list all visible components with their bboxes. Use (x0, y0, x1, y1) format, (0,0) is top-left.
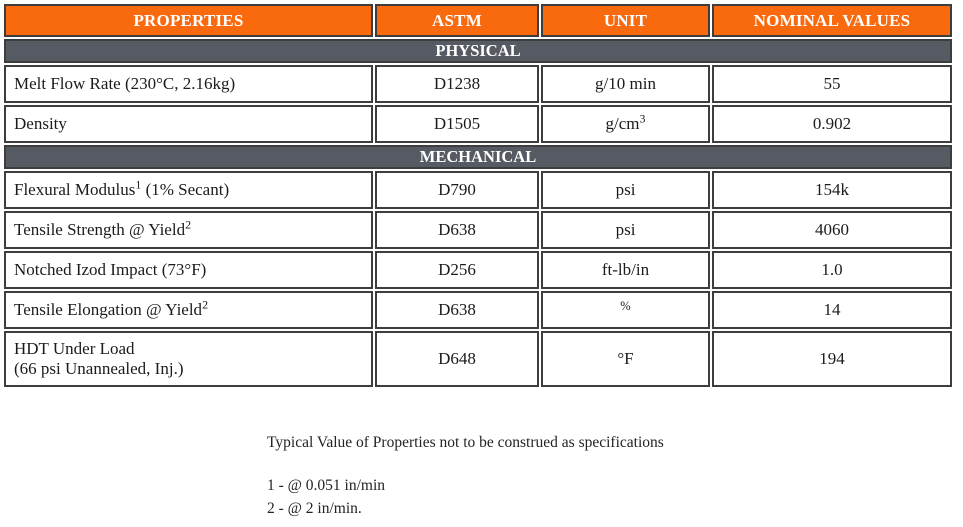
property-label: Notched Izod Impact (73°F) (14, 260, 207, 279)
value-cell: 14 (712, 291, 952, 329)
unit-cell (541, 171, 710, 209)
footnote-2: 2 - @ 2 in/min. (267, 500, 362, 517)
property-cell (4, 105, 373, 143)
table-row-melt-flow-rate (4, 65, 952, 103)
unit-label: °F (617, 349, 634, 368)
section-row-mechanical (4, 145, 952, 169)
value-cell: 0.902 (712, 105, 952, 143)
table-row-notched-izod (4, 251, 952, 289)
property-label: Melt Flow Rate (230°C, 2.16kg) (14, 74, 236, 93)
col-header-unit: UNIT (541, 4, 710, 37)
col-header-properties: PROPERTIES (4, 4, 373, 37)
properties-table (2, 2, 954, 389)
table-row-tensile-elongation (4, 291, 952, 329)
property-footnote-ref: 2 (202, 297, 209, 312)
disclaimer-text: Typical Value of Properties not to be construed as specifications (267, 434, 664, 451)
property-cell (4, 251, 373, 289)
footnote-1: 1 - @ 0.051 in/min (267, 477, 386, 494)
value-cell: 55 (712, 65, 952, 103)
unit-label: psi (615, 180, 636, 199)
property-label: Density (14, 114, 67, 133)
property-label: Tensile Elongation @ Yield (14, 300, 203, 319)
property-label: HDT Under Load (14, 339, 135, 358)
astm-cell: D256 (375, 251, 539, 289)
value-cell: 194 (712, 331, 952, 387)
unit-cell (541, 211, 710, 249)
unit-cell (541, 291, 710, 329)
property-label: Flexural Modulus (14, 180, 136, 199)
unit-label: g/cm (605, 114, 640, 133)
unit-label: g/10 min (595, 74, 656, 93)
unit-cell (541, 105, 710, 143)
astm-cell: D648 (375, 331, 539, 387)
astm-cell: D638 (375, 211, 539, 249)
property-footnote-ref: 2 (185, 217, 192, 232)
property-label: Tensile Strength @ Yield (14, 220, 186, 239)
table-row-density (4, 105, 952, 143)
section-title-physical: PHYSICAL (4, 39, 952, 63)
property-footnote-ref: 1 (135, 177, 142, 192)
property-cell (4, 331, 373, 387)
table-row-hdt-under-load (4, 331, 952, 387)
unit-cell (541, 65, 710, 103)
astm-cell: D1238 (375, 65, 539, 103)
table-row-tensile-strength (4, 211, 952, 249)
astm-cell: D790 (375, 171, 539, 209)
value-cell: 4060 (712, 211, 952, 249)
property-cell (4, 65, 373, 103)
col-header-nominal-values: NOMINAL VALUES (712, 4, 952, 37)
value-cell: 1.0 (712, 251, 952, 289)
section-title-mechanical: MECHANICAL (4, 145, 952, 169)
property-label-suffix: (1% Secant) (141, 180, 230, 199)
unit-label: % (620, 299, 631, 313)
property-cell (4, 211, 373, 249)
value-cell: 154k (712, 171, 952, 209)
col-header-astm: ASTM (375, 4, 539, 37)
table-header-row (4, 4, 952, 37)
section-row-physical (4, 39, 952, 63)
unit-exponent: 3 (639, 111, 646, 126)
property-cell (4, 291, 373, 329)
unit-label: psi (615, 220, 636, 239)
unit-label: ft-lb/in (601, 260, 650, 279)
unit-cell (541, 251, 710, 289)
astm-cell: D638 (375, 291, 539, 329)
unit-cell (541, 331, 710, 387)
astm-cell: D1505 (375, 105, 539, 143)
table-row-flexural-modulus (4, 171, 952, 209)
footnotes-block (267, 431, 664, 520)
property-label-line2: (66 psi Unannealed, Inj.) (14, 359, 184, 378)
property-cell (4, 171, 373, 209)
